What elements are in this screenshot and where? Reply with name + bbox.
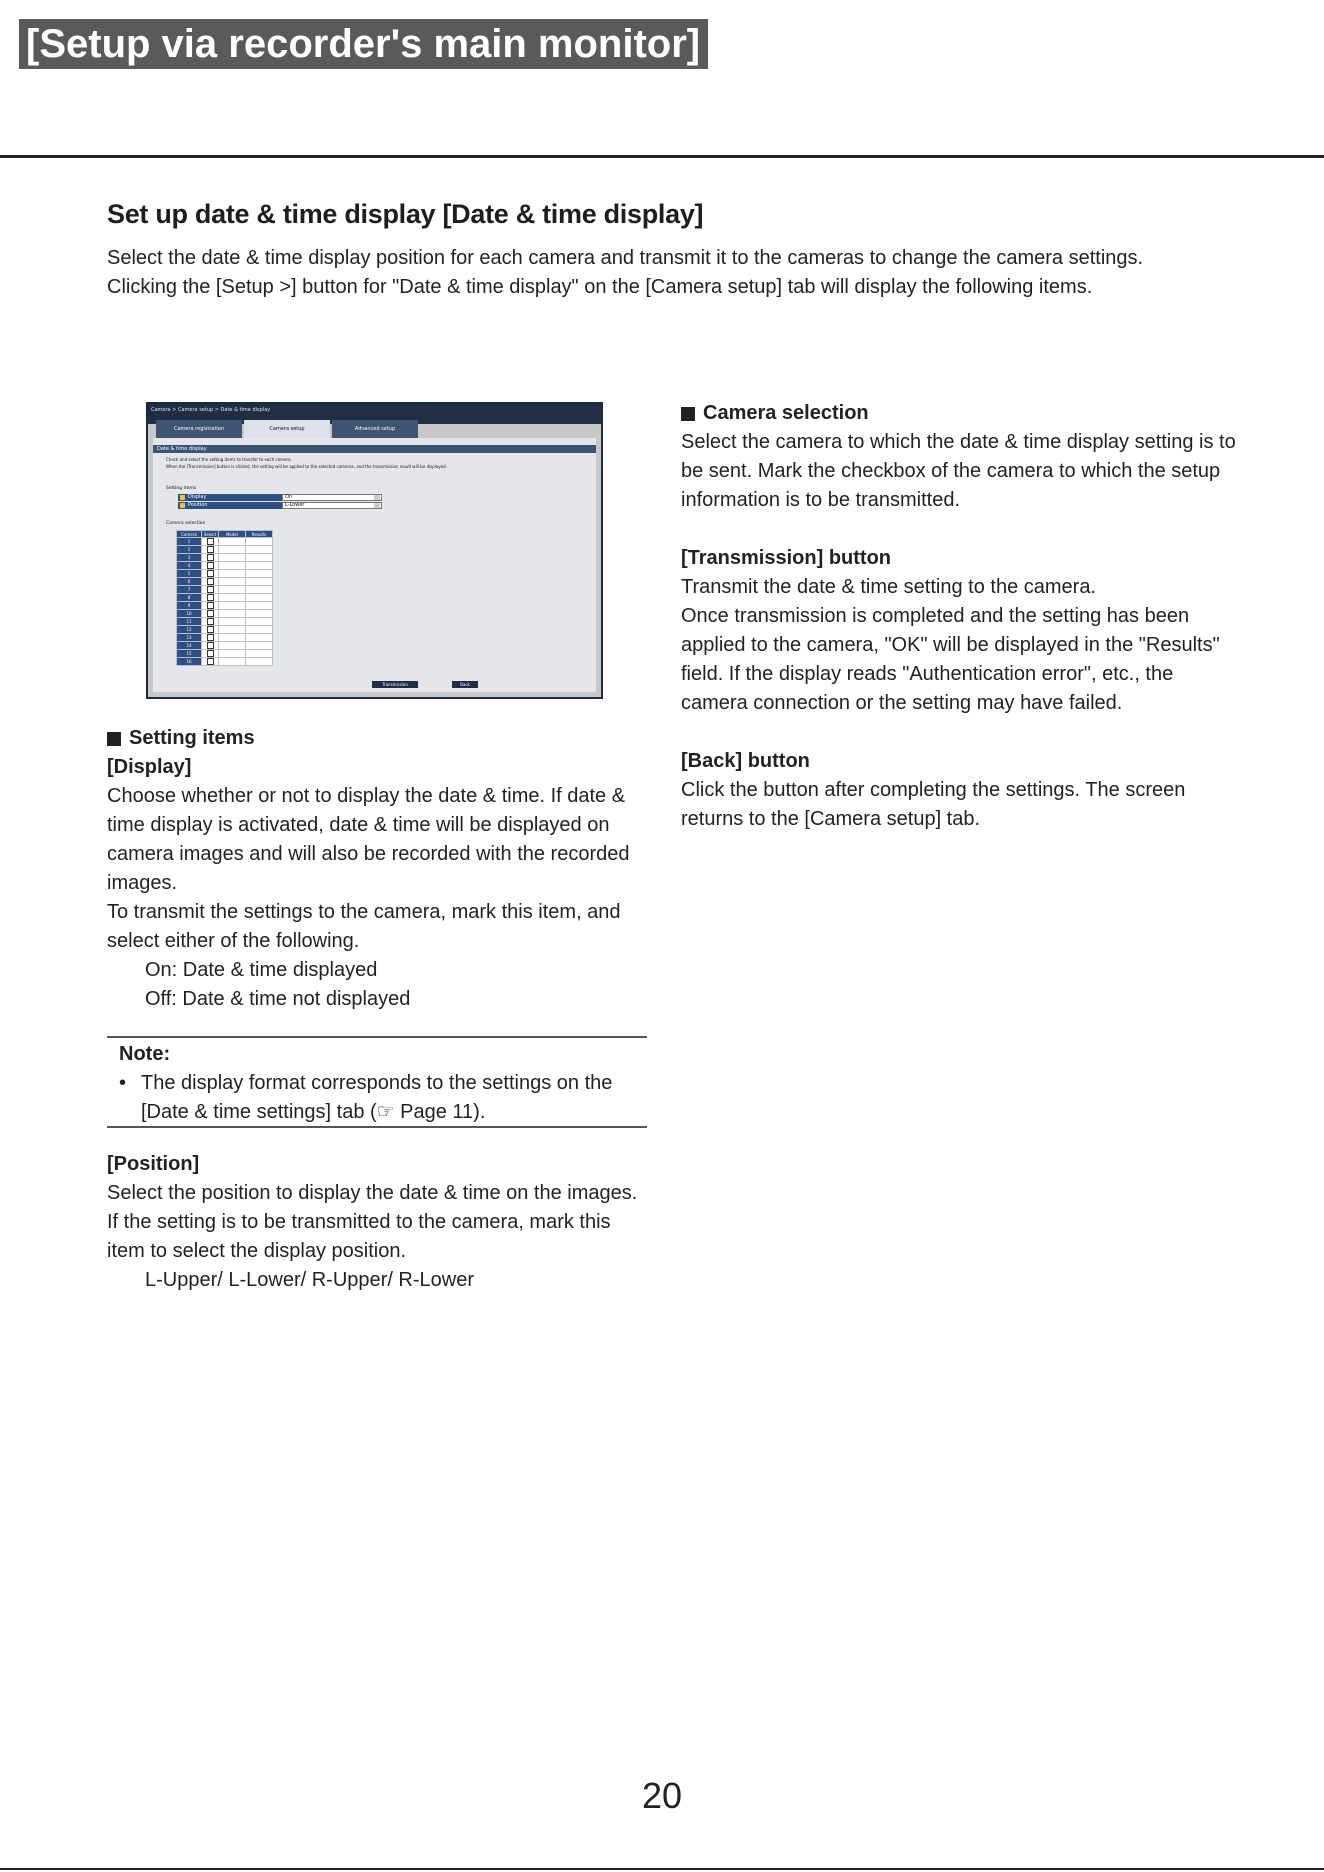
position-select [282, 502, 382, 509]
camera-number: 10 [177, 610, 202, 618]
model-cell [219, 578, 246, 586]
table-row [177, 618, 273, 626]
transmission-description: Once transmission is completed and the setting has been applied to the camera, "OK" will be displayed in the "Results" field. If the display reads "Authentication error", etc., the camera connection or the setting may have failed. [681, 605, 1220, 714]
table-row [177, 570, 273, 578]
tab-advanced-setup: Advanced setup [332, 420, 418, 438]
note-box [107, 1036, 647, 1128]
camera-number: 12 [177, 626, 202, 634]
table-header-row [177, 531, 273, 538]
table-row [177, 594, 273, 602]
checkbox-icon [180, 495, 185, 500]
note-title: Note: [119, 1043, 171, 1065]
spacer [681, 718, 1241, 747]
note-text: The display format corresponds to the settings on the [Date & time settings] tab (☞ Page 11). [141, 1072, 613, 1123]
camera-number: 7 [177, 586, 202, 594]
camera-number: 2 [177, 546, 202, 554]
table-row [177, 626, 273, 634]
option-on: On: Date & time displayed [145, 959, 378, 981]
camera-selection-description: Select the camera to which the date & time display setting is to be sent. Mark the checkbox of the camera to which the setup information is to be transmitted. [681, 431, 1236, 511]
position-heading: [Position] [107, 1153, 200, 1175]
section-banner: [Setup via recorder's main monitor] [19, 19, 708, 69]
setting-item-position [178, 502, 282, 509]
transmission-button: Transmission [372, 681, 418, 688]
select-checkbox [202, 634, 219, 642]
setting-item-display [178, 494, 282, 501]
page-number: 20 [641, 1775, 683, 1816]
results-cell [246, 618, 273, 626]
select-value: On [285, 494, 293, 500]
checkbox-icon [207, 578, 214, 585]
table-row [177, 562, 273, 570]
table-row [177, 650, 273, 658]
transmission-description: Transmit the date & time setting to the camera. [681, 576, 1096, 598]
chevron-down-icon [374, 503, 380, 508]
camera-number: 8 [177, 594, 202, 602]
results-cell [246, 626, 273, 634]
model-cell [219, 634, 246, 642]
results-cell [246, 642, 273, 650]
model-cell [219, 554, 246, 562]
heading-text: Camera selection [703, 402, 869, 424]
select-checkbox [202, 602, 219, 610]
table-row [177, 610, 273, 618]
display-description: Choose whether or not to display the date & time. If date & time display is activated, date & time will be displayed on camera images and will also be recorded with the recorded images. [107, 785, 630, 894]
square-bullet-icon [107, 732, 121, 746]
select-checkbox [202, 658, 219, 666]
results-cell [246, 650, 273, 658]
checkbox-icon [207, 626, 214, 633]
model-cell [219, 594, 246, 602]
select-checkbox [202, 570, 219, 578]
date-time-display-screenshot [146, 402, 603, 699]
intro-paragraph: Clicking the [Setup >] button for "Date & time display" on the [Camera setup] tab will display the following items. [107, 276, 1093, 298]
back-button: Back [452, 681, 478, 688]
checkbox-icon [207, 562, 214, 569]
checkbox-icon [207, 618, 214, 625]
checkbox-icon [180, 503, 185, 508]
model-cell [219, 570, 246, 578]
column-header: Model [219, 531, 246, 538]
camera-selection-heading [681, 399, 1241, 428]
note-bullet [119, 1069, 647, 1127]
checkbox-icon [207, 658, 214, 665]
position-description: If the setting is to be transmitted to the camera, mark this item to select the display position. [107, 1211, 611, 1262]
model-cell [219, 602, 246, 610]
checkbox-icon [207, 650, 214, 657]
setting-items-heading [107, 724, 647, 753]
select-checkbox [202, 642, 219, 650]
select-checkbox [202, 594, 219, 602]
select-checkbox [202, 626, 219, 634]
results-cell [246, 586, 273, 594]
intro-text [107, 244, 1227, 302]
checkbox-icon [207, 642, 214, 649]
table-row [177, 554, 273, 562]
camera-table [176, 530, 273, 666]
bullet-icon: • [119, 1072, 127, 1094]
results-cell [246, 538, 273, 546]
camera-number: 16 [177, 658, 202, 666]
display-description: To transmit the settings to the camera, mark this item, and select either of the following. [107, 901, 621, 952]
tab-camera-registration: Camera registration [156, 420, 242, 438]
results-cell [246, 570, 273, 578]
position-options: L-Upper/ L-Lower/ R-Upper/ R-Lower [145, 1269, 475, 1291]
results-cell [246, 634, 273, 642]
camera-selection-label: Camera selection [166, 521, 206, 526]
back-heading: [Back] button [681, 750, 810, 772]
results-cell [246, 554, 273, 562]
setting-items-label: Setting items [166, 486, 197, 491]
table-row [177, 634, 273, 642]
model-cell [219, 642, 246, 650]
back-description: Click the button after completing the settings. The screen returns to the [Camera setup] tab. [681, 779, 1186, 830]
checkbox-icon [207, 602, 214, 609]
select-checkbox [202, 650, 219, 658]
table-row [177, 546, 273, 554]
checkbox-icon [207, 594, 214, 601]
table-row [177, 658, 273, 666]
table-row [177, 586, 273, 594]
column-header: Camera [177, 531, 202, 538]
model-cell [219, 586, 246, 594]
checkbox-icon [207, 586, 214, 593]
camera-number: 15 [177, 650, 202, 658]
select-checkbox [202, 618, 219, 626]
setting-item-label: Position [188, 502, 208, 508]
chevron-down-icon [374, 495, 380, 500]
model-cell [219, 546, 246, 554]
model-cell [219, 658, 246, 666]
checkbox-icon [207, 634, 214, 641]
setting-item-label: Display [188, 494, 207, 500]
column-header: Select [202, 531, 219, 538]
table-row [177, 602, 273, 610]
table-row [177, 578, 273, 586]
select-value: L-Lower [285, 502, 305, 508]
left-column [107, 724, 647, 1295]
select-checkbox [202, 538, 219, 546]
table-row [177, 642, 273, 650]
camera-number: 9 [177, 602, 202, 610]
table-row [177, 538, 273, 546]
intro-paragraph: Select the date & time display position for each camera and transmit it to the cameras to change the camera settings. [107, 247, 1144, 269]
select-checkbox [202, 546, 219, 554]
results-cell [246, 658, 273, 666]
camera-number: 11 [177, 618, 202, 626]
section-bar: Date & time display [153, 445, 596, 453]
results-cell [246, 602, 273, 610]
select-checkbox [202, 578, 219, 586]
select-checkbox [202, 610, 219, 618]
display-select [282, 494, 382, 501]
position-description: Select the position to display the date & time on the images. [107, 1182, 638, 1204]
tab-camera-setup: Camera setup [244, 420, 330, 438]
instruction-line: When the [Transmission] button is clicked, the setting will be applied to the selected cameras, and the transmission result will be displayed. [166, 464, 447, 469]
checkbox-icon [207, 610, 214, 617]
results-cell [246, 562, 273, 570]
page-title: Set up date & time display [Date & time display] [107, 199, 704, 229]
camera-number: 13 [177, 634, 202, 642]
transmission-heading: [Transmission] button [681, 547, 891, 569]
instruction-line: Check and select the setting items to transfer to each camera. [166, 457, 292, 462]
column-header: Results [246, 531, 273, 538]
model-cell [219, 610, 246, 618]
model-cell [219, 538, 246, 546]
checkbox-icon [207, 554, 214, 561]
option-off: Off: Date & time not displayed [145, 988, 411, 1010]
checkbox-icon [207, 546, 214, 553]
spacer [681, 515, 1241, 544]
display-heading: [Display] [107, 756, 192, 778]
results-cell [246, 578, 273, 586]
checkbox-icon [207, 570, 214, 577]
camera-number: 5 [177, 570, 202, 578]
model-cell [219, 626, 246, 634]
select-checkbox [202, 562, 219, 570]
camera-number: 3 [177, 554, 202, 562]
model-cell [219, 650, 246, 658]
model-cell [219, 618, 246, 626]
select-checkbox [202, 554, 219, 562]
camera-number: 1 [177, 538, 202, 546]
square-bullet-icon [681, 407, 695, 421]
camera-number: 6 [177, 578, 202, 586]
header-rule [0, 155, 1324, 158]
camera-number: 14 [177, 642, 202, 650]
right-column [681, 399, 1241, 834]
select-checkbox [202, 586, 219, 594]
camera-number: 4 [177, 562, 202, 570]
breadcrumb: Camera > Camera setup > Date & time display [151, 407, 271, 413]
checkbox-icon [207, 538, 214, 545]
results-cell [246, 610, 273, 618]
results-cell [246, 546, 273, 554]
heading-text: Setting items [129, 727, 255, 749]
results-cell [246, 594, 273, 602]
footer-rule [0, 1868, 1324, 1870]
model-cell [219, 562, 246, 570]
